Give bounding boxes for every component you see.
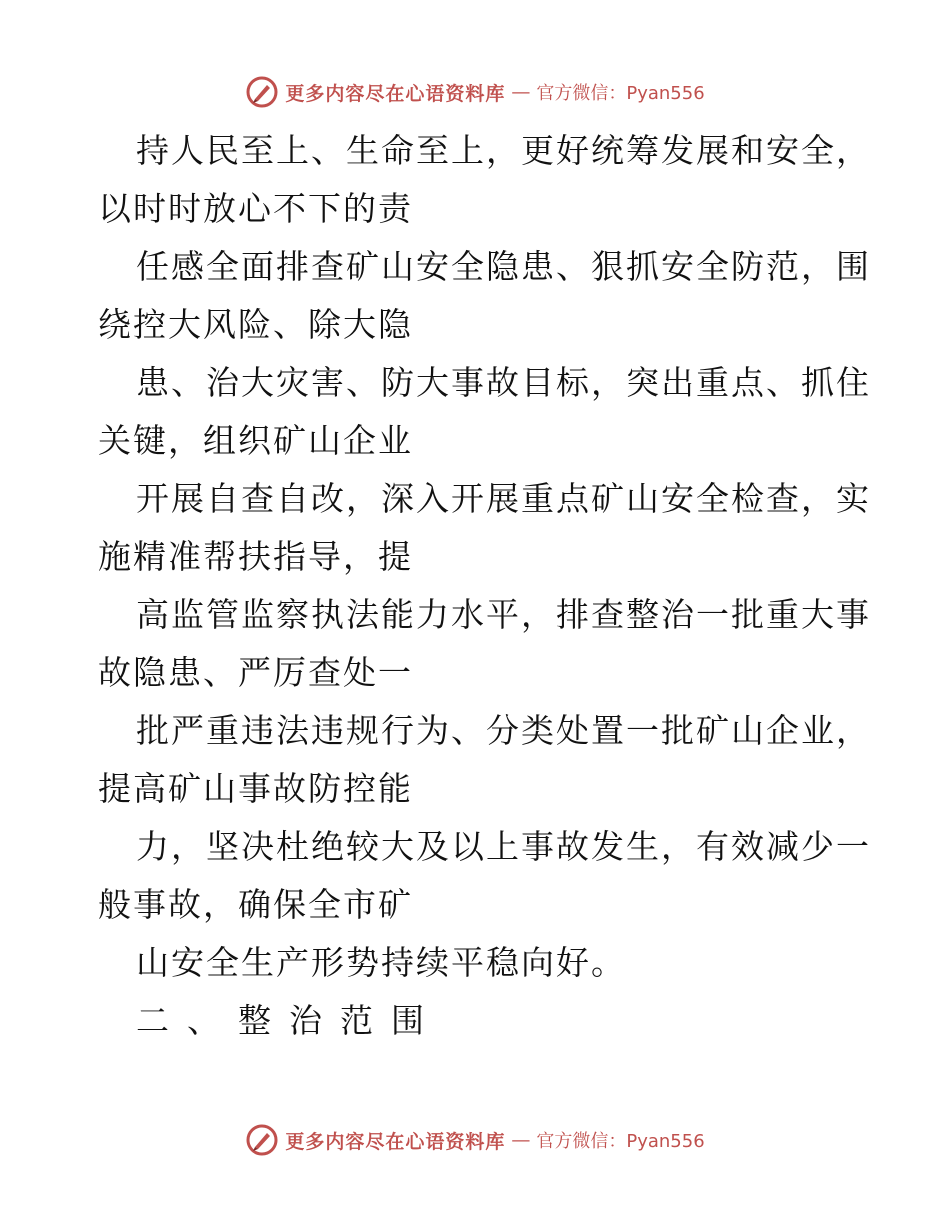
paragraph-line: 绕控大风险、除大隐	[98, 305, 413, 344]
paragraph-line: 施精准帮扶指导，提	[98, 537, 413, 576]
paragraph-line: 故隐患、严厉查处一	[98, 653, 413, 692]
watermark-contact: 官方微信：Pyan556	[536, 1131, 705, 1152]
watermark-dash: —	[511, 81, 531, 103]
paragraph-line: 批严重违法违规行为、分类处置一批矿山企业，	[136, 711, 871, 750]
document-body	[98, 122, 871, 1050]
section-heading: 二、整治范围	[136, 1001, 442, 1040]
header-watermark	[0, 72, 950, 112]
paragraph-line: 开展自查自改，深入开展重点矿山安全检查，实	[136, 479, 871, 518]
pen-logo-icon	[245, 75, 279, 109]
paragraph-line: 患、治大灾害、防大事故目标，突出重点、抓住	[136, 363, 871, 402]
paragraph-line: 以时时放心不下的责	[98, 189, 413, 228]
watermark-brand: 更多内容尽在心语资料库	[285, 82, 506, 105]
paragraph-line: 山安全生产形势持续平稳向好。	[136, 943, 626, 982]
paragraph-line: 力，坚决杜绝较大及以上事故发生，有效减少一	[136, 827, 871, 866]
paragraph-line: 关键，组织矿山企业	[98, 421, 413, 460]
paragraph-line: 持人民至上、生命至上，更好统筹发展和安全，	[136, 131, 871, 170]
paragraph-line: 般事故，确保全市矿	[98, 885, 413, 924]
paragraph-line: 任感全面排查矿山安全隐患、狠抓安全防范，围	[136, 247, 871, 286]
watermark-dash: —	[511, 1129, 531, 1151]
watermark-brand: 更多内容尽在心语资料库	[285, 1130, 506, 1153]
watermark-contact: 官方微信：Pyan556	[536, 83, 705, 104]
footer-watermark	[0, 1120, 950, 1160]
pen-logo-icon	[245, 1123, 279, 1157]
paragraph-line: 高监管监察执法能力水平，排查整治一批重大事	[136, 595, 871, 634]
paragraph-line: 提高矿山事故防控能	[98, 769, 413, 808]
